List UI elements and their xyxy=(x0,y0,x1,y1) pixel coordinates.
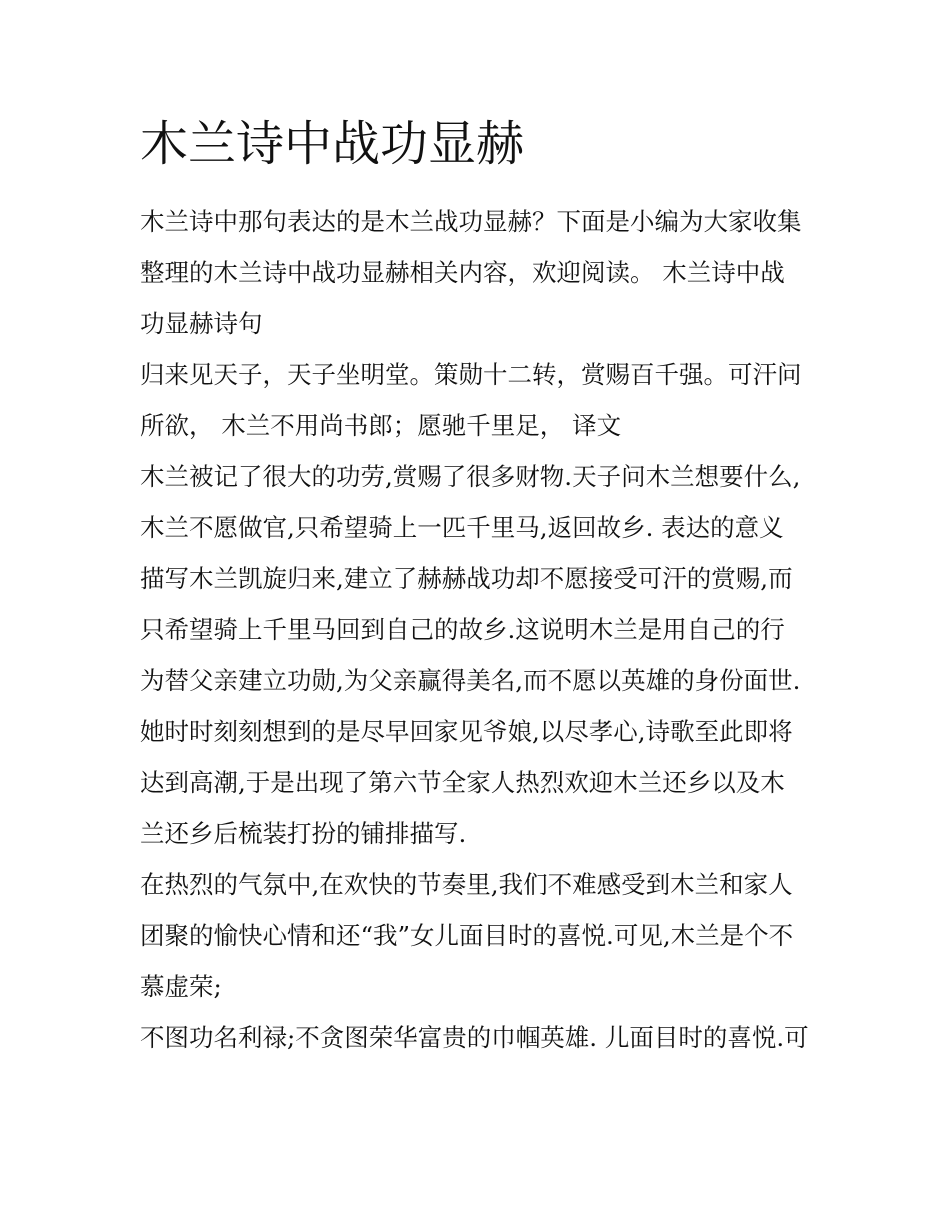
document-title: 木兰诗中战功显赫 xyxy=(140,116,525,172)
body-line: 归来见天子，天子坐明堂。策勋十二转，赏赐百千强。可汗问 xyxy=(140,360,802,389)
body-line: 为替父亲建立功勋,为父亲赢得美名,而不愿以英雄的身份面世. xyxy=(140,666,801,695)
body-line: 不图功名利禄;不贪图荣华富贵的巾帼英雄. 儿面目时的喜悦.可 xyxy=(140,1023,809,1052)
body-line: 在热烈的气氛中,在欢快的节奏里,我们不难感受到木兰和家人 xyxy=(140,870,793,899)
body-line: 功显赫诗句 xyxy=(140,309,263,338)
body-line: 达到高潮,于是出现了第六节全家人热烈欢迎木兰还乡以及木 xyxy=(140,768,785,797)
body-line: 木兰被记了很大的功劳,赏赐了很多财物.天子问木兰想要什么, xyxy=(140,462,801,491)
body-line: 木兰诗中那句表达的是木兰战功显赫？下面是小编为大家收集 xyxy=(140,207,802,236)
body-line: 兰还乡后梳装打扮的铺排描写. xyxy=(140,819,467,848)
body-line: 整理的木兰诗中战功显赫相关内容，欢迎阅读。 木兰诗中战 xyxy=(140,258,785,287)
body-line: 描写木兰凯旋归来,建立了赫赫战功却不愿接受可汗的赏赐,而 xyxy=(140,564,793,593)
body-line: 只希望骑上千里马回到自己的故乡.这说明木兰是用自己的行 xyxy=(140,615,785,644)
body-line: 她时时刻刻想到的是尽早回家见爷娘,以尽孝心,诗歌至此即将 xyxy=(140,717,793,746)
body-line: 木兰不愿做官,只希望骑上一匹千里马,返回故乡. 表达的意义 xyxy=(140,513,784,542)
document-body xyxy=(140,196,820,1063)
body-line: 慕虚荣; xyxy=(140,972,222,1001)
body-line: 团聚的愉快心情和还“我”女儿面目时的喜悦.可见,木兰是个不 xyxy=(140,921,794,950)
body-line: 所欲， 木兰不用尚书郎；愿驰千里足， 译文 xyxy=(140,411,622,440)
